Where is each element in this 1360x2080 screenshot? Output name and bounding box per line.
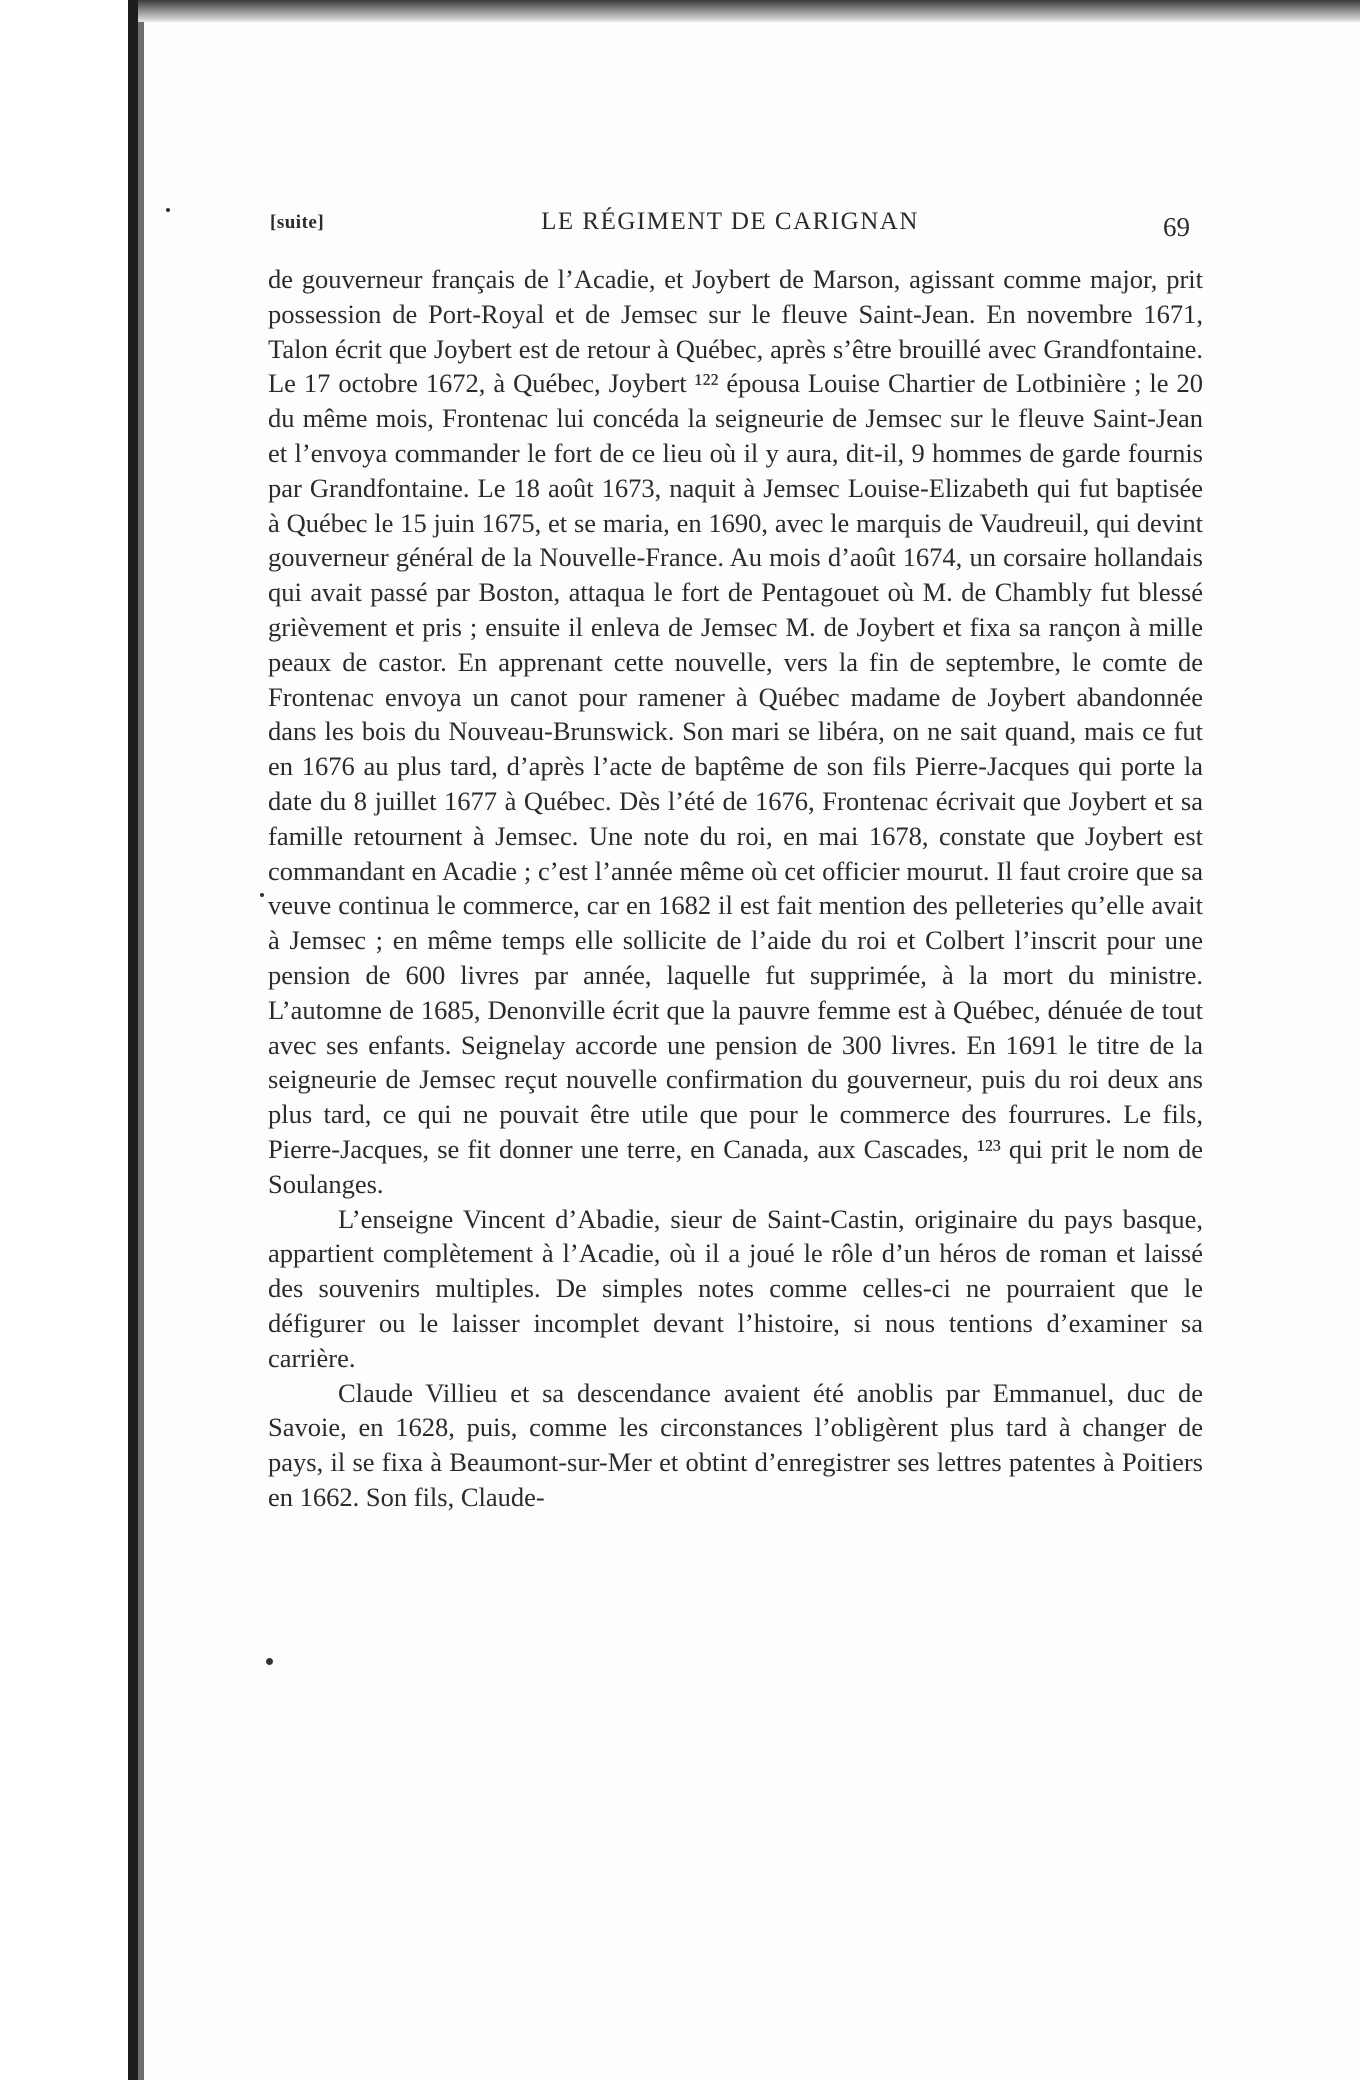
body-text [268, 262, 1203, 1515]
page-number: 69 [1163, 212, 1190, 242]
scan-speck [260, 893, 264, 897]
scan-speck [266, 1658, 273, 1665]
header-title: LE RÉGIMENT DE CARIGNAN [541, 208, 919, 235]
header-section-label: [suite] [270, 212, 325, 233]
paragraph: Claude Villieu et sa descendance avaient été anoblis par Emmanuel, duc de Savoie, en 1628, puis, comme les circonstances l’obligèrent plus tard à changer de pays, il se fixa à Beaumont-sur-Mer et obtint d’enregistrer ses lettres patentes à Poitiers en 1662. Son fils, Claude- [268, 1377, 1203, 1512]
paragraph: de gouverneur français de l’Acadie, et Joybert de Marson, agissant comme major, prit possession de Port-Royal et de Jemsec sur le fleuve Saint-Jean. En novembre 1671, Talon écrit que Joybert est de retour à Québec, après s’être brouillé avec Grandfontaine. Le 17 octobre 1672, à Québec, Joybert ¹²² épousa Louise Chartier de Lotbinière ; le 20 du même mois, Frontenac lui concéda la seigneurie de Jemsec sur le fleuve Saint-Jean et l’envoya commander le fort de ce lieu où il y aura, dit-il, 9 hommes de garde fournis par Grandfontaine. Le 18 août 1673, naquit à Jemsec Louise-Elizabeth qui fut baptisée à Québec le 15 juin 1675, et se maria, en 1690, avec le marquis de Vaudreuil, qui devint gouverneur général de la Nouvelle-France. Au mois d’août 1674, un corsaire hollandais qui avait passé par Boston, attaqua le fort de Pentagouet où M. de Chambly fut blessé grièvement et pris ; ensuite il enleva de Jemsec M. de Joybert et fixa sa rançon à mille peaux de castor. En apprenant cette nouvelle, vers la fin de septembre, le comte de Frontenac envoya un canot pour ramener à Québec madame de Joybert abandonnée dans les bois du Nouveau-Brunswick. Son mari se libéra, on ne sait quand, mais ce fut en 1676 au plus tard, d’après l’acte de baptême de son fils Pierre-Jacques qui porte la date du 8 juillet 1677 à Québec. Dès l’été de 1676, Frontenac écrivait que Joybert et sa famille retournent à Jemsec. Une note du roi, en mai 1678, constate que Joybert est commandant en Acadie ; c’est l’année même où cet officier mourut. Il faut croire que sa veuve continua le commerce, car en 1682 il est fait mention des pelleteries qu’elle avait à Jemsec ; en même temps elle sollicite de l’aide du roi et Colbert l’inscrit pour une pension de 600 livres par année, laquelle fut supprimée, à la mort du ministre. L’automne de 1685, Denonville écrit que la pauvre femme est à Québec, dénuée de tout avec ses enfants. Seignelay accorde une pension de 300 livres. En 1691 le titre de la seigneurie de Jemsec reçut nouvelle confirmation du gouverneur, puis du roi deux ans plus tard, ce qui ne pouvait être utile que pour le commerce des fourrures. Le fils, Pierre-Jacques, se fit donner une terre, en Canada, aux Cascades, ¹²³ qui prit le nom de Soulanges. [268, 264, 1203, 1199]
scan-speck [166, 208, 170, 212]
scan-binding-edge [128, 0, 138, 2080]
scan-margin [0, 0, 128, 2080]
scan-top-edge [138, 0, 1360, 22]
paragraph: L’enseigne Vincent d’Abadie, sieur de Saint-Castin, originaire du pays basque, appartient complètement à l’Acadie, où il a joué le rôle d’un héros de roman et laissé des souvenirs multiples. De simples notes comme celles-ci ne pourraient que le défigurer ou le laisser incomplet devant l’histoire, si nous tentions d’examiner sa carrière. [268, 1203, 1203, 1373]
running-header [270, 206, 1190, 246]
